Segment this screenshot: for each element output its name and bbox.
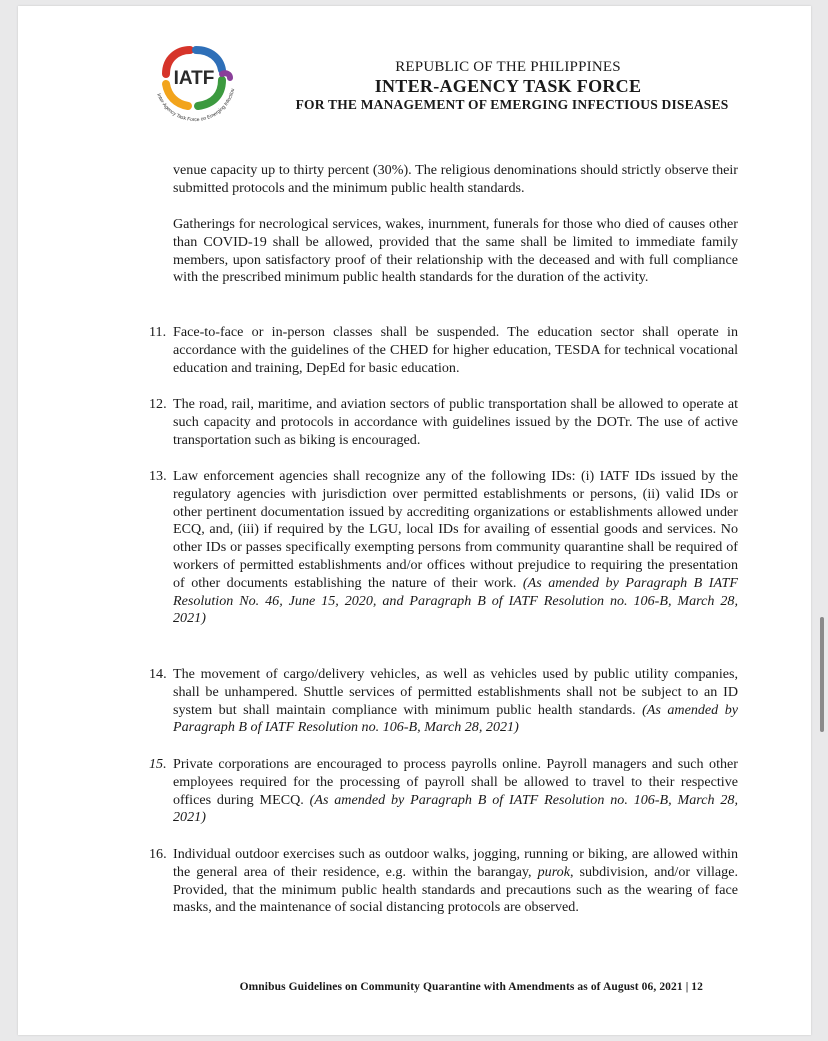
item-text: Private corporations are encouraged to process payrolls online. Payroll managers and such other employees required for the processing of payroll shall be allowed to travel to their respective offices during MECQ. [173,756,738,808]
item-text: Individual outdoor exercises such as outdoor walks, jogging, running or biking, are allowed within the general area of their residence, e.g. within the barangay, [173,846,738,880]
list-item-15 [149,756,738,827]
item-number: 15. [149,756,167,772]
item-text: The movement of cargo/delivery vehicles, as well as vehicles used by public utility companies, shall be unhampered. Shuttle services of permitted establishments shall not be subject to an ID system but shall maintain compliance with minimum public health standards. [173,666,738,718]
iatf-logo [138,38,248,138]
paragraph-continuation: venue capacity up to thirty percent (30%). The religious denominations should strictly observe their submitted protocols and the minimum public health standards. [173,162,738,196]
letterhead [268,59,748,113]
item-text-continued: , subdivision, and/or village. Provided, that the minimum public health standards and precautions such as the wearing of face masks, and the maintenance of social distancing protocols are observed. [173,863,738,916]
amendment-note: (As amended by Paragraph B IATF Resolution No. 46, June 15, 2020, and Paragraph B of IATF Resolution no. 106-B, March 28, 2021) [173,574,738,627]
page-footer: Omnibus Guidelines on Community Quarantine with Amendments as of August 06, 2021 | 12 [239,981,703,993]
header-republic: REPUBLIC OF THE PHILIPPINES [395,59,621,75]
item-number: 11. [149,324,167,340]
svg-text:IATF: IATF [173,68,215,89]
item-text: The road, rail, maritime, and aviation sectors of public transportation shall be allowed to operate at such capacity and protocols in accordance with guidelines issued by the DOTr. The use of active transportation such as biking is encouraged. [173,396,738,448]
list-item-14 [149,666,738,737]
svg-text:Inter-Agency Task Force on Eme: Inter-Agency Task Force on Emerging Infectiou [155,88,237,124]
paragraph-gatherings: Gatherings for necrological services, wakes, inurnment, funerals for those who died of causes other than COVID-19 shall be allowed, provided that the same shall be limited to immediate family members, upon satisfactory proof of their relationship with the deceased and with full compliance with the prescribed minimum public health standards for the duration of the activity. [173,216,738,286]
amendment-note: (As amended by Paragraph B of IATF Resolution no. 106-B, March 28, 2021) [173,791,738,826]
italic-term: purok [537,863,570,880]
document-page [18,6,811,1035]
vertical-scrollbar[interactable] [820,617,824,732]
list-item-11 [149,324,738,377]
header-agency: INTER-AGENCY TASK FORCE [374,76,642,96]
item-text: Law enforcement agencies shall recognize any of the following IDs: (i) IATF IDs issued by the regulatory agencies with jurisdiction over permitted establishments or persons, (ii) valid IDs or other pertinent documentation issued by accrediting organizations or establishments allowed under ECQ, and, (iii) if required by the LGU, local IDs for availing of essential goods and services. No other IDs or passes specifically exempting persons from community quarantine shall be required of workers of permitted establishments and/or offices without prejudice to requiring the presentation of other documents establishing the nature of their work. [173,468,738,591]
item-number: 16. [149,846,167,862]
list-item-12 [149,396,738,449]
amendment-note: (As amended by Paragraph B of IATF Resolution no. 106-B, March 28, 2021) [173,701,738,736]
item-text: Face-to-face or in-person classes shall be suspended. The education sector shall operate in accordance with the guidelines of the CHED for higher education, TESDA for technical vocational education and training, DepEd for basic education. [173,324,738,376]
item-number: 13. [149,468,167,484]
item-number: 12. [149,396,167,412]
item-number: 14. [149,666,167,682]
list-item-16 [149,846,738,917]
list-item-13 [149,468,738,628]
header-subtitle: FOR THE MANAGEMENT OF EMERGING INFECTIOUS DISEASES [295,97,729,112]
